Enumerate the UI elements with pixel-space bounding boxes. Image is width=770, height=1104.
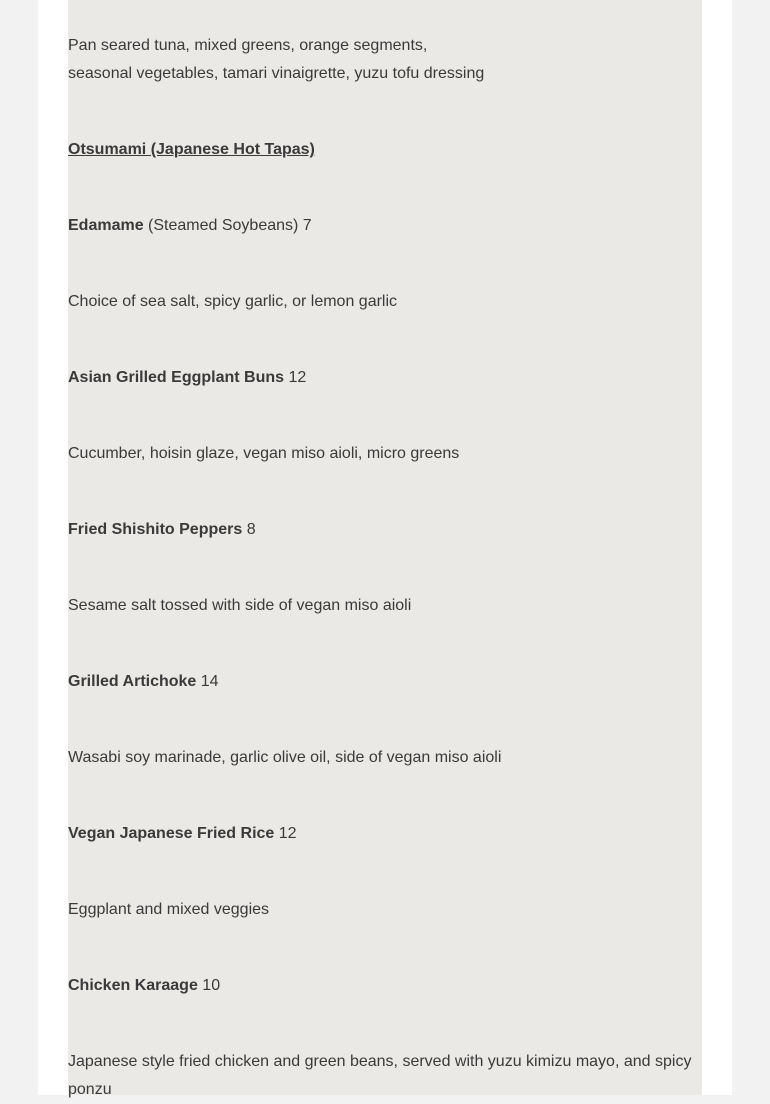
menu-item-title [68, 972, 702, 1000]
menu-item-description: Wasabi soy marinade, garlic olive oil, side of vegan miso aioli [68, 749, 502, 766]
menu-item-title [68, 820, 702, 848]
menu-item-price: 12 [284, 369, 307, 386]
section-heading [68, 136, 702, 164]
menu-item-note: (Steamed Soybeans) [143, 217, 299, 234]
menu-item-price: 7 [298, 217, 312, 234]
intro-description-line-1: Pan seared tuna, mixed greens, orange segments, [68, 37, 428, 54]
menu-item-price: 10 [197, 977, 221, 994]
menu-item-description: Japanese style fried chicken and green beans, served with yuzu kimizu mayo, and spicy ponzu [68, 1053, 692, 1098]
menu-item-name: Edamame [68, 217, 144, 234]
menu-item-price: 12 [274, 825, 297, 842]
menu-item-description: Choice of sea salt, spicy garlic, or lemon garlic [68, 293, 398, 310]
menu-item-name: Grilled Artichoke [68, 673, 197, 690]
menu-item-price: 8 [242, 521, 256, 538]
menu-item-title [68, 212, 702, 240]
menu-item-title [68, 516, 702, 544]
section-heading-text: Otsumami (Japanese Hot Tapas) [68, 141, 315, 158]
menu-item-description: Cucumber, hoisin glaze, vegan miso aioli, micro greens [68, 445, 460, 462]
menu-item-name: Fried Shishito Peppers [68, 521, 243, 538]
menu-item-name: Asian Grilled Eggplant Buns [68, 369, 285, 386]
menu-item-description: Sesame salt tossed with side of vegan miso aioli [68, 597, 412, 614]
menu-item-name: Chicken Karaage [68, 977, 198, 994]
intro-description-line-2: seasonal vegetables, tamari vinaigrette, yuzu tofu dressing [68, 65, 485, 82]
menu-item-price: 14 [196, 673, 219, 690]
menu-item-name: Vegan Japanese Fried Rice [68, 825, 275, 842]
menu-section [68, 0, 702, 1095]
menu-item-title [68, 364, 702, 392]
menu-item-description: Eggplant and mixed veggies [68, 901, 270, 918]
intro-description [68, 32, 702, 88]
menu-item-title [68, 668, 702, 696]
